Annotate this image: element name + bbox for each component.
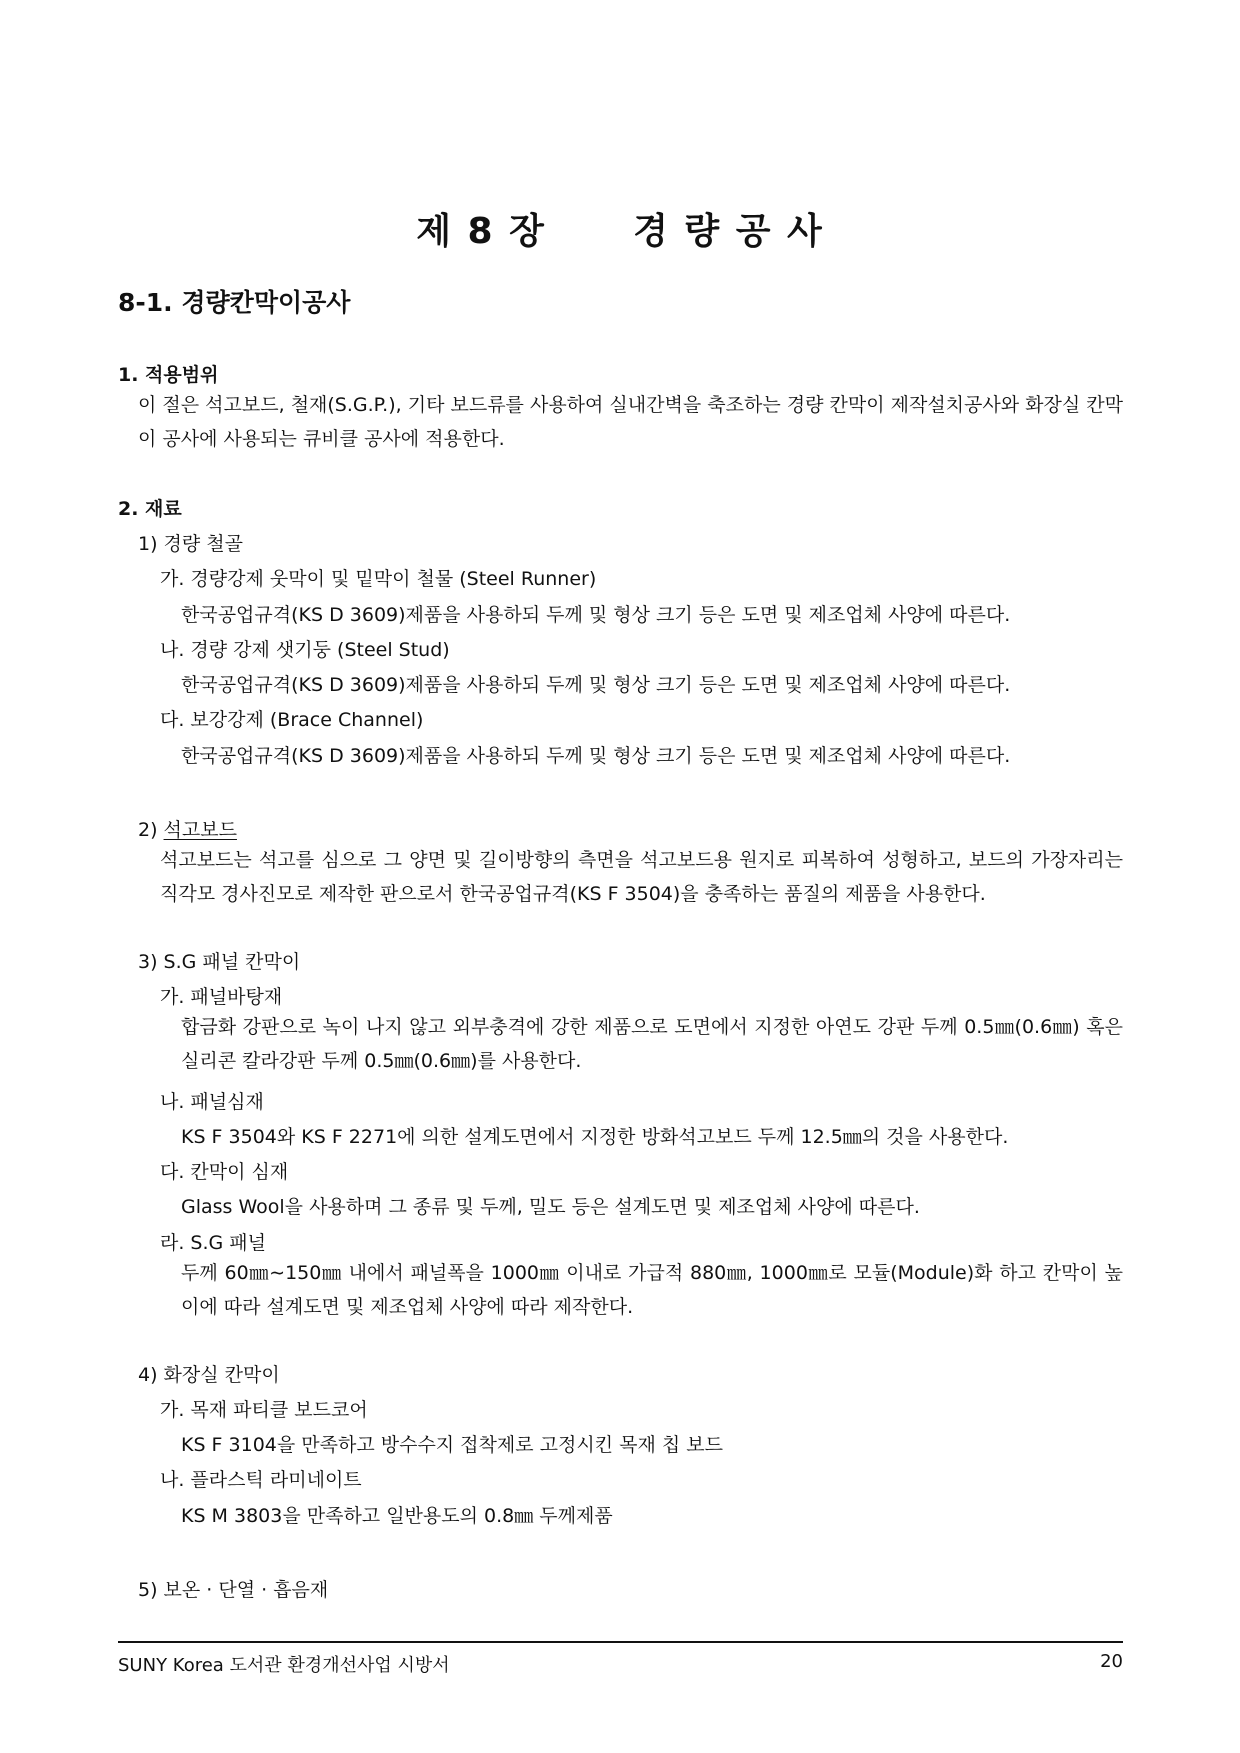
sg-panel-text: 두께 60㎜∼150㎜ 내에서 패널폭을 1000㎜ 이내로 가급적 880㎜, 1000㎜로 모듈(Module)화 하고 칸막이 높이에 따라 설계도면 및 제조업체 사양에 따라 제작한다. [181,1262,1123,1318]
steel-runner-title: 가. 경량강제 웃막이 및 밑막이 철물 (Steel Runner) [160,568,597,590]
steel-stud-title: 나. 경량 강제 샛기둥 (Steel Stud) [160,639,450,661]
footer-document-title: SUNY Korea 도서관 환경개선사업 시방서 [118,1655,450,1676]
sg-panel-partition-title: 3) S.G 패널 칸막이 [138,951,301,973]
panel-base-title: 가. 패널바탕재 [160,986,283,1008]
plastic-laminate-title: 나. 플라스틱 라미네이트 [160,1469,362,1491]
section-heading: 8-1. 경량칸막이공사 [118,288,351,317]
toilet-partition-title: 4) 화장실 칸막이 [138,1364,280,1386]
gypsum-board-paragraph: 석고보드는 석고를 심으로 그 양면 및 길이방향의 측면을 석고보드용 원지로 피복하여 성형하고, 보드의 가장자리는 직각모 경사진모로 제작한 판으로서 한국공업규격(KS F 3504)을 충족하는 품질의 제품을 사용한다. [160,849,1123,905]
footer-divider [118,1641,1123,1643]
partition-core-text: Glass Wool을 사용하며 그 종류 및 두께, 밀도 등은 설계도면 및 제조업체 사양에 따른다. [181,1196,920,1218]
gypsum-board-title-word: 석고보드 [163,819,237,841]
gypsum-board-title [138,815,237,842]
brace-channel-text: 한국공업규격(KS D 3609)제품을 사용하되 두께 및 형상 크기 등은 도면 및 제조업체 사양에 따른다. [181,745,1011,767]
chapter-number: 제 8 장 [416,211,546,252]
panel-core-title: 나. 패널심재 [160,1091,264,1113]
materials-heading: 2. 재료 [118,498,182,520]
chapter-title [0,203,1240,254]
particle-board-title: 가. 목재 파티클 보드코어 [160,1399,368,1421]
scope-paragraph: 이 절은 석고보드, 철재(S.G.P.), 기타 보드류를 사용하여 실내간벽을 축조하는 경량 칸막이 제작설치공사와 화장실 칸막이 공사에 사용되는 큐비클 공사에 적용한다. [138,394,1123,450]
steel-frame-title: 1) 경량 철골 [138,533,243,555]
sg-panel-title: 라. S.G 패널 [160,1232,267,1254]
partition-core-title: 다. 칸막이 심재 [160,1161,289,1183]
steel-runner-text: 한국공업규격(KS D 3609)제품을 사용하되 두께 및 형상 크기 등은 도면 및 제조업체 사양에 따른다. [181,604,1011,626]
panel-base-text: 합금화 강판으로 녹이 나지 않고 외부충격에 강한 제품으로 도면에서 지정한 아연도 강판 두께 0.5㎜(0.6㎜) 혹은 실리콘 칼라강판 두께 0.5㎜(0.6㎜)를 사용한다. [181,1016,1123,1072]
gypsum-board-title-number: 2) [138,819,164,841]
plastic-laminate-text: KS M 3803을 만족하고 일반용도의 0.8㎜ 두께제품 [181,1505,613,1527]
steel-stud-text: 한국공업규격(KS D 3609)제품을 사용하되 두께 및 형상 크기 등은 도면 및 제조업체 사양에 따른다. [181,674,1011,696]
page-number: 20 [1100,1651,1123,1672]
particle-board-text: KS F 3104을 만족하고 방수수지 접착제로 고정시킨 목재 칩 보드 [181,1434,723,1456]
brace-channel-title: 다. 보강강제 (Brace Channel) [160,709,424,731]
scope-heading: 1. 적용범위 [118,364,219,386]
panel-core-text: KS F 3504와 KS F 2271에 의한 설계도면에서 지정한 방화석고보드 두께 12.5㎜의 것을 사용한다. [181,1126,1009,1148]
insulation-title: 5) 보온 · 단열 · 흡음재 [138,1579,329,1601]
chapter-name: 경 량 공 사 [633,211,824,252]
